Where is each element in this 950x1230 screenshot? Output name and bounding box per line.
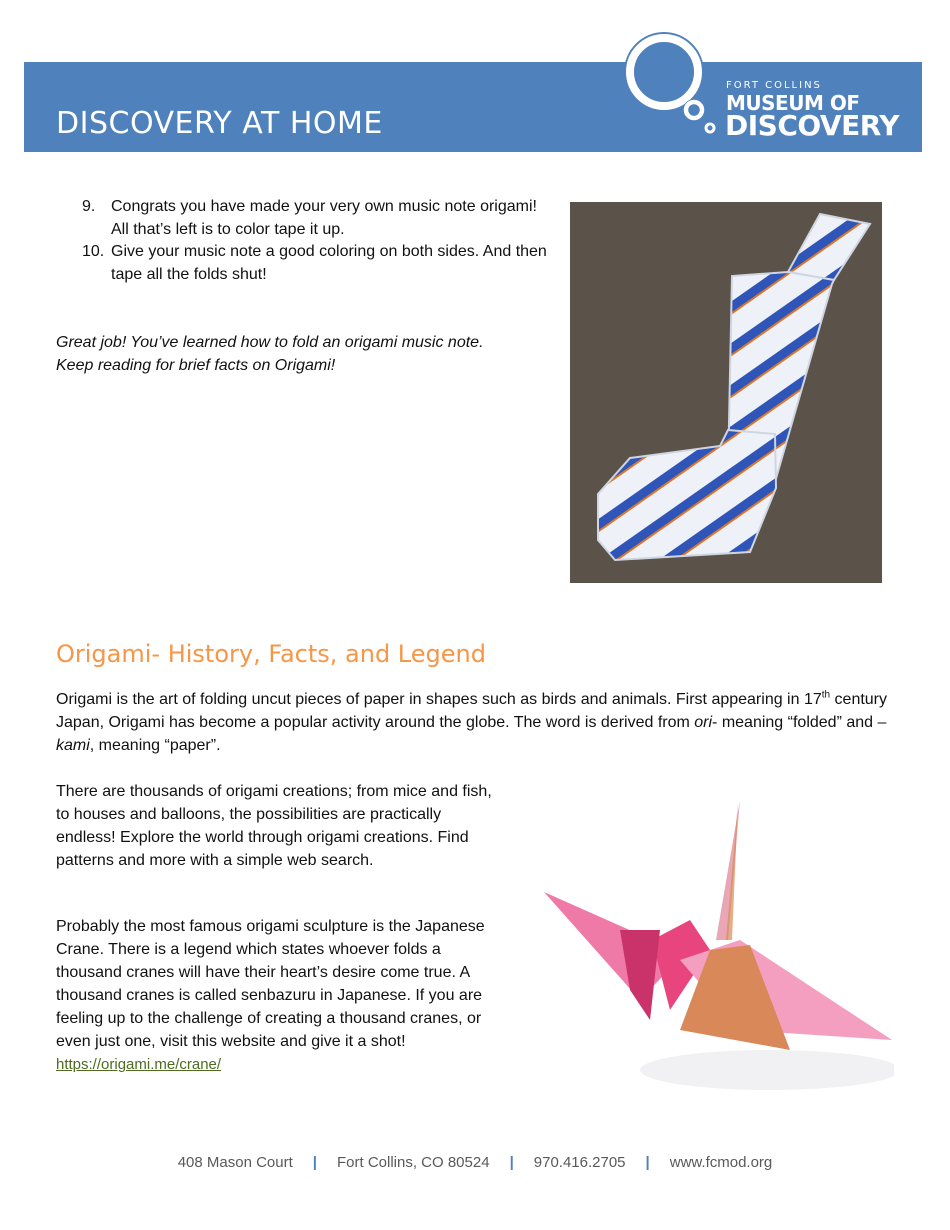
closing-line-1: Great job! You’ve learned how to fold an origami music note. [56,334,484,351]
footer-phone: 970.416.2705 [533,1154,626,1171]
logo-line-museum-of: MUSEUM OF [726,91,860,115]
intro-term-ori: ori [694,714,713,731]
footer-address: 408 Mason Court [177,1154,293,1171]
crane-paragraph [56,915,506,1076]
footer-separator: | [312,1154,317,1171]
music-note-photo [570,202,882,583]
step-number: 10. [82,243,105,260]
list-item [82,241,552,286]
crane-text: Probably the most famous origami sculpture is the Japanese Crane. There is a legend which states whoever folds a thousand cranes will have their heart’s desire come true. A thousand cranes is called senbazuru in Japanese. If you are feeling up to the challenge of creating a thousand cranes, or even just one, visit this website and give it a shot! [56,918,485,1050]
footer-separator: | [509,1154,514,1171]
closing-line-2: Keep reading for brief facts on Origami! [56,357,336,374]
logo-circles-icon [618,30,728,146]
intro-superscript: th [821,689,831,701]
list-item [82,196,552,241]
footer-city: Fort Collins, CO 80524 [336,1154,490,1171]
section-heading: Origami- History, Facts, and Legend [56,640,486,668]
step-text: Give your music note a good coloring on both sides. And then tape all the folds shut! [111,243,547,283]
closing-note [56,331,556,377]
step-number: 9. [82,198,96,215]
intro-text-d: , meaning “paper”. [89,737,221,754]
intro-paragraph [56,688,902,757]
museum-logo [618,30,908,146]
intro-term-kami: –kami [56,714,887,754]
logo-line-discovery: DISCOVERY [725,109,900,142]
footer-website: www.fcmod.org [669,1154,773,1171]
intro-text-a: Origami is the art of folding uncut pieces of paper in shapes such as birds and animals. First appearing in 17 [56,691,822,708]
footer-separator: | [645,1154,650,1171]
page-title: DISCOVERY AT HOME [56,106,383,141]
footer [0,1154,950,1171]
creations-paragraph: There are thousands of origami creations; from mice and fish, to houses and balloons, the possibilities are practically endless! Explore the world through origami creations. Find patterns and more with a simple web search. [56,783,492,869]
steps-list [82,196,552,286]
paper-crane-photo [540,790,894,1092]
step-text: Congrats you have made your very own music note origami! All that’s left is to color tape it up. [111,198,537,238]
intro-text-b: century Japan, Origami has become a popular activity around the globe. The word is derived from [56,691,888,731]
logo-line-fort-collins: FORT COLLINS [726,80,822,91]
crane-link[interactable]: https://origami.me/crane/ [56,1056,222,1073]
intro-text-c: - meaning “folded” and [712,714,878,731]
